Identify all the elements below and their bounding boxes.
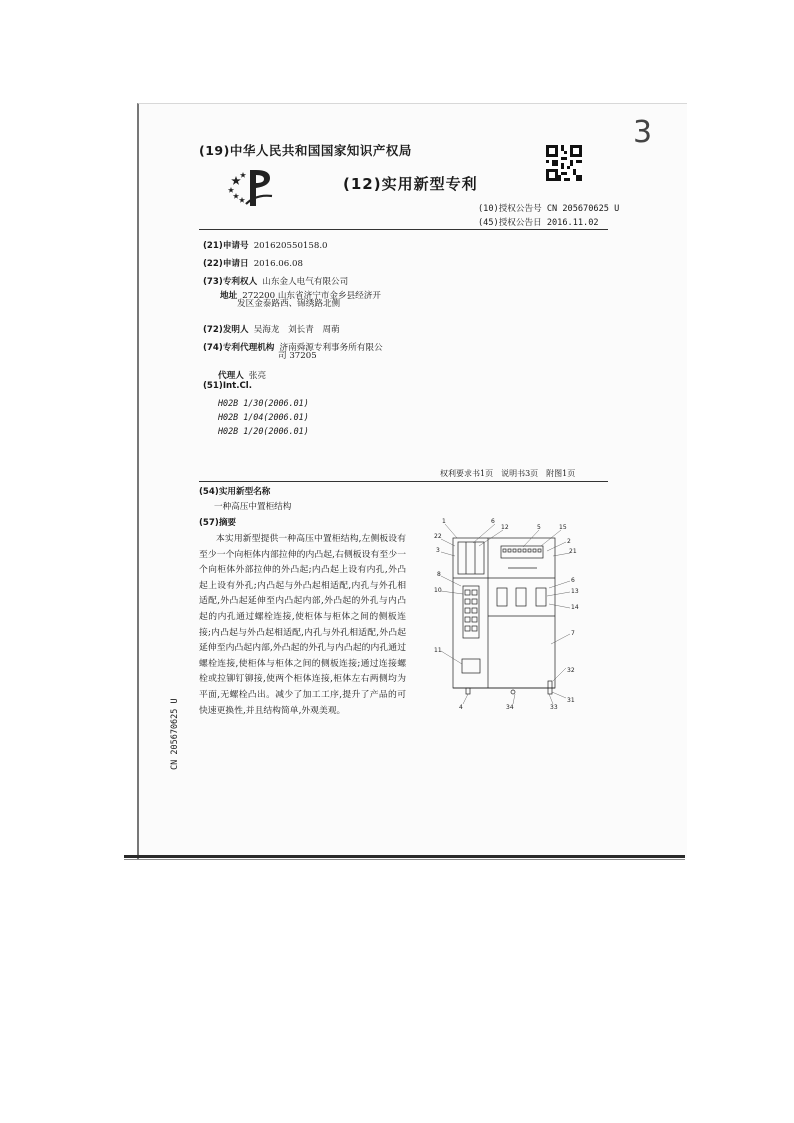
scan-bottom-edge-shadow (124, 859, 685, 860)
ref-label: 2 (567, 538, 571, 545)
ref-label: 6 (571, 577, 575, 584)
abstract-paragraph: 本实用新型提供一种高压中置柜结构,左侧板设有至少一个向柜体内部拉伸的内凸起,右侧板设有至少一个向柜体外部拉伸的外凸起;内凸起上设有内孔,外凸起上设有外孔;内凸起与外凸起相适配,内孔与外孔相适配,外凸起延伸至内凸起内部,外凸起的外孔与内凸起的内孔通过螺栓连接,使柜体与柜体之间的侧板连接;内凸起与外凸起相适配,内孔与外孔相适配,外凸起延伸至内凸起内部,外凸起的外孔与内凸起的内孔通过螺栓连接,使柜体与柜体之间的侧板连接;通过连接螺栓或拉铆钉铆接,使两个柜体连接,柜体左右两侧均为平面,无螺栓凸出。减少了加工工序,提升了产品的可快速更换性,并且结构简单,外观美观。 (199, 534, 406, 716)
app-no-value: 201620550158.0 (253, 241, 328, 251)
office-name: (19)中华人民共和国国家知识产权局 (199, 143, 412, 158)
qr-code-icon (546, 145, 582, 181)
inventor-label: (72)发明人 (203, 325, 249, 335)
patentee-value: 山东金人电气有限公司 (262, 277, 349, 287)
title-label: (54)实用新型名称 (199, 487, 271, 497)
ipc-code: H02B 1/30(2006.01) (218, 398, 309, 408)
filing-date-value: 2016.06.08 (253, 259, 303, 269)
ref-label: 21 (569, 548, 577, 555)
grant-publication-number: (10)授权公告号 CN 205670625 U (478, 204, 620, 214)
ref-label: 5 (537, 524, 541, 531)
abstract-label: (57)摘要 (199, 518, 237, 528)
ref-label: 33 (550, 704, 558, 711)
page-counts: 权利要求书1页 说明书3页 附图1页 (440, 469, 576, 478)
ref-label: 3 (436, 547, 440, 554)
cabinet-drawing (453, 538, 555, 694)
cnipa-logo-icon (226, 166, 274, 208)
ref-label: 4 (459, 704, 463, 711)
ref-label: 6 (491, 518, 495, 525)
ref-label: 12 (501, 524, 509, 531)
scan-bottom-edge (124, 855, 685, 858)
app-no-label: (21)申请号 (203, 241, 249, 251)
agent-label: 代理人 (218, 371, 244, 381)
inventor-row (203, 317, 340, 336)
address-line1: 272200 山东省济宁市金乡县经济开 (242, 291, 381, 301)
ref-label: 15 (559, 524, 567, 531)
agency-line1: 济南舜源专利事务所有限公 (279, 343, 383, 353)
handwritten-page-number: 3 (633, 115, 653, 150)
patent-type: (12)实用新型专利 (343, 175, 478, 193)
filing-date-label: (22)申请日 (203, 259, 249, 269)
ref-label: 31 (567, 697, 575, 704)
side-publication-number: CN 205670625 U (170, 698, 180, 770)
ref-label: 22 (434, 533, 442, 540)
patentee-label: (73)专利权人 (203, 277, 258, 287)
ref-label: 7 (571, 630, 575, 637)
ref-label: 11 (434, 647, 442, 654)
ref-label: 14 (571, 604, 579, 611)
ref-label: 32 (567, 667, 575, 674)
address-label: 地址 (220, 291, 238, 301)
header-divider (199, 229, 608, 230)
ref-label: 34 (506, 704, 514, 711)
application-number-row (203, 233, 328, 252)
utility-model-title: 一种高压中置柜结构 (214, 502, 292, 512)
patent-figure (433, 516, 583, 712)
ref-label: 1 (442, 518, 446, 525)
ref-label: 13 (571, 588, 579, 595)
grant-publication-date: (45)授权公告日 2016.11.02 (478, 218, 599, 228)
agent-row (218, 363, 266, 382)
ref-label: 8 (437, 571, 441, 578)
filing-date-row (203, 251, 303, 270)
agent-value: 张亮 (248, 371, 267, 381)
inventor-value: 吴海龙 刘长青 周萌 (253, 325, 340, 335)
intcl-label: (51)Int.Cl. (203, 381, 253, 391)
agency-label: (74)专利代理机构 (203, 343, 275, 353)
figure-reference-numbers (434, 518, 579, 711)
ipc-code: H02B 1/04(2006.01) (218, 412, 309, 422)
page-count-divider (199, 481, 608, 482)
agency-line2: 司 37205 (278, 351, 317, 361)
ref-label: 10 (434, 587, 442, 594)
address-line2: 发区金泰路西、锦绣路北侧 (237, 299, 341, 309)
ipc-code: H02B 1/20(2006.01) (218, 426, 309, 436)
leader-lines (441, 524, 570, 704)
abstract-text (199, 532, 406, 719)
